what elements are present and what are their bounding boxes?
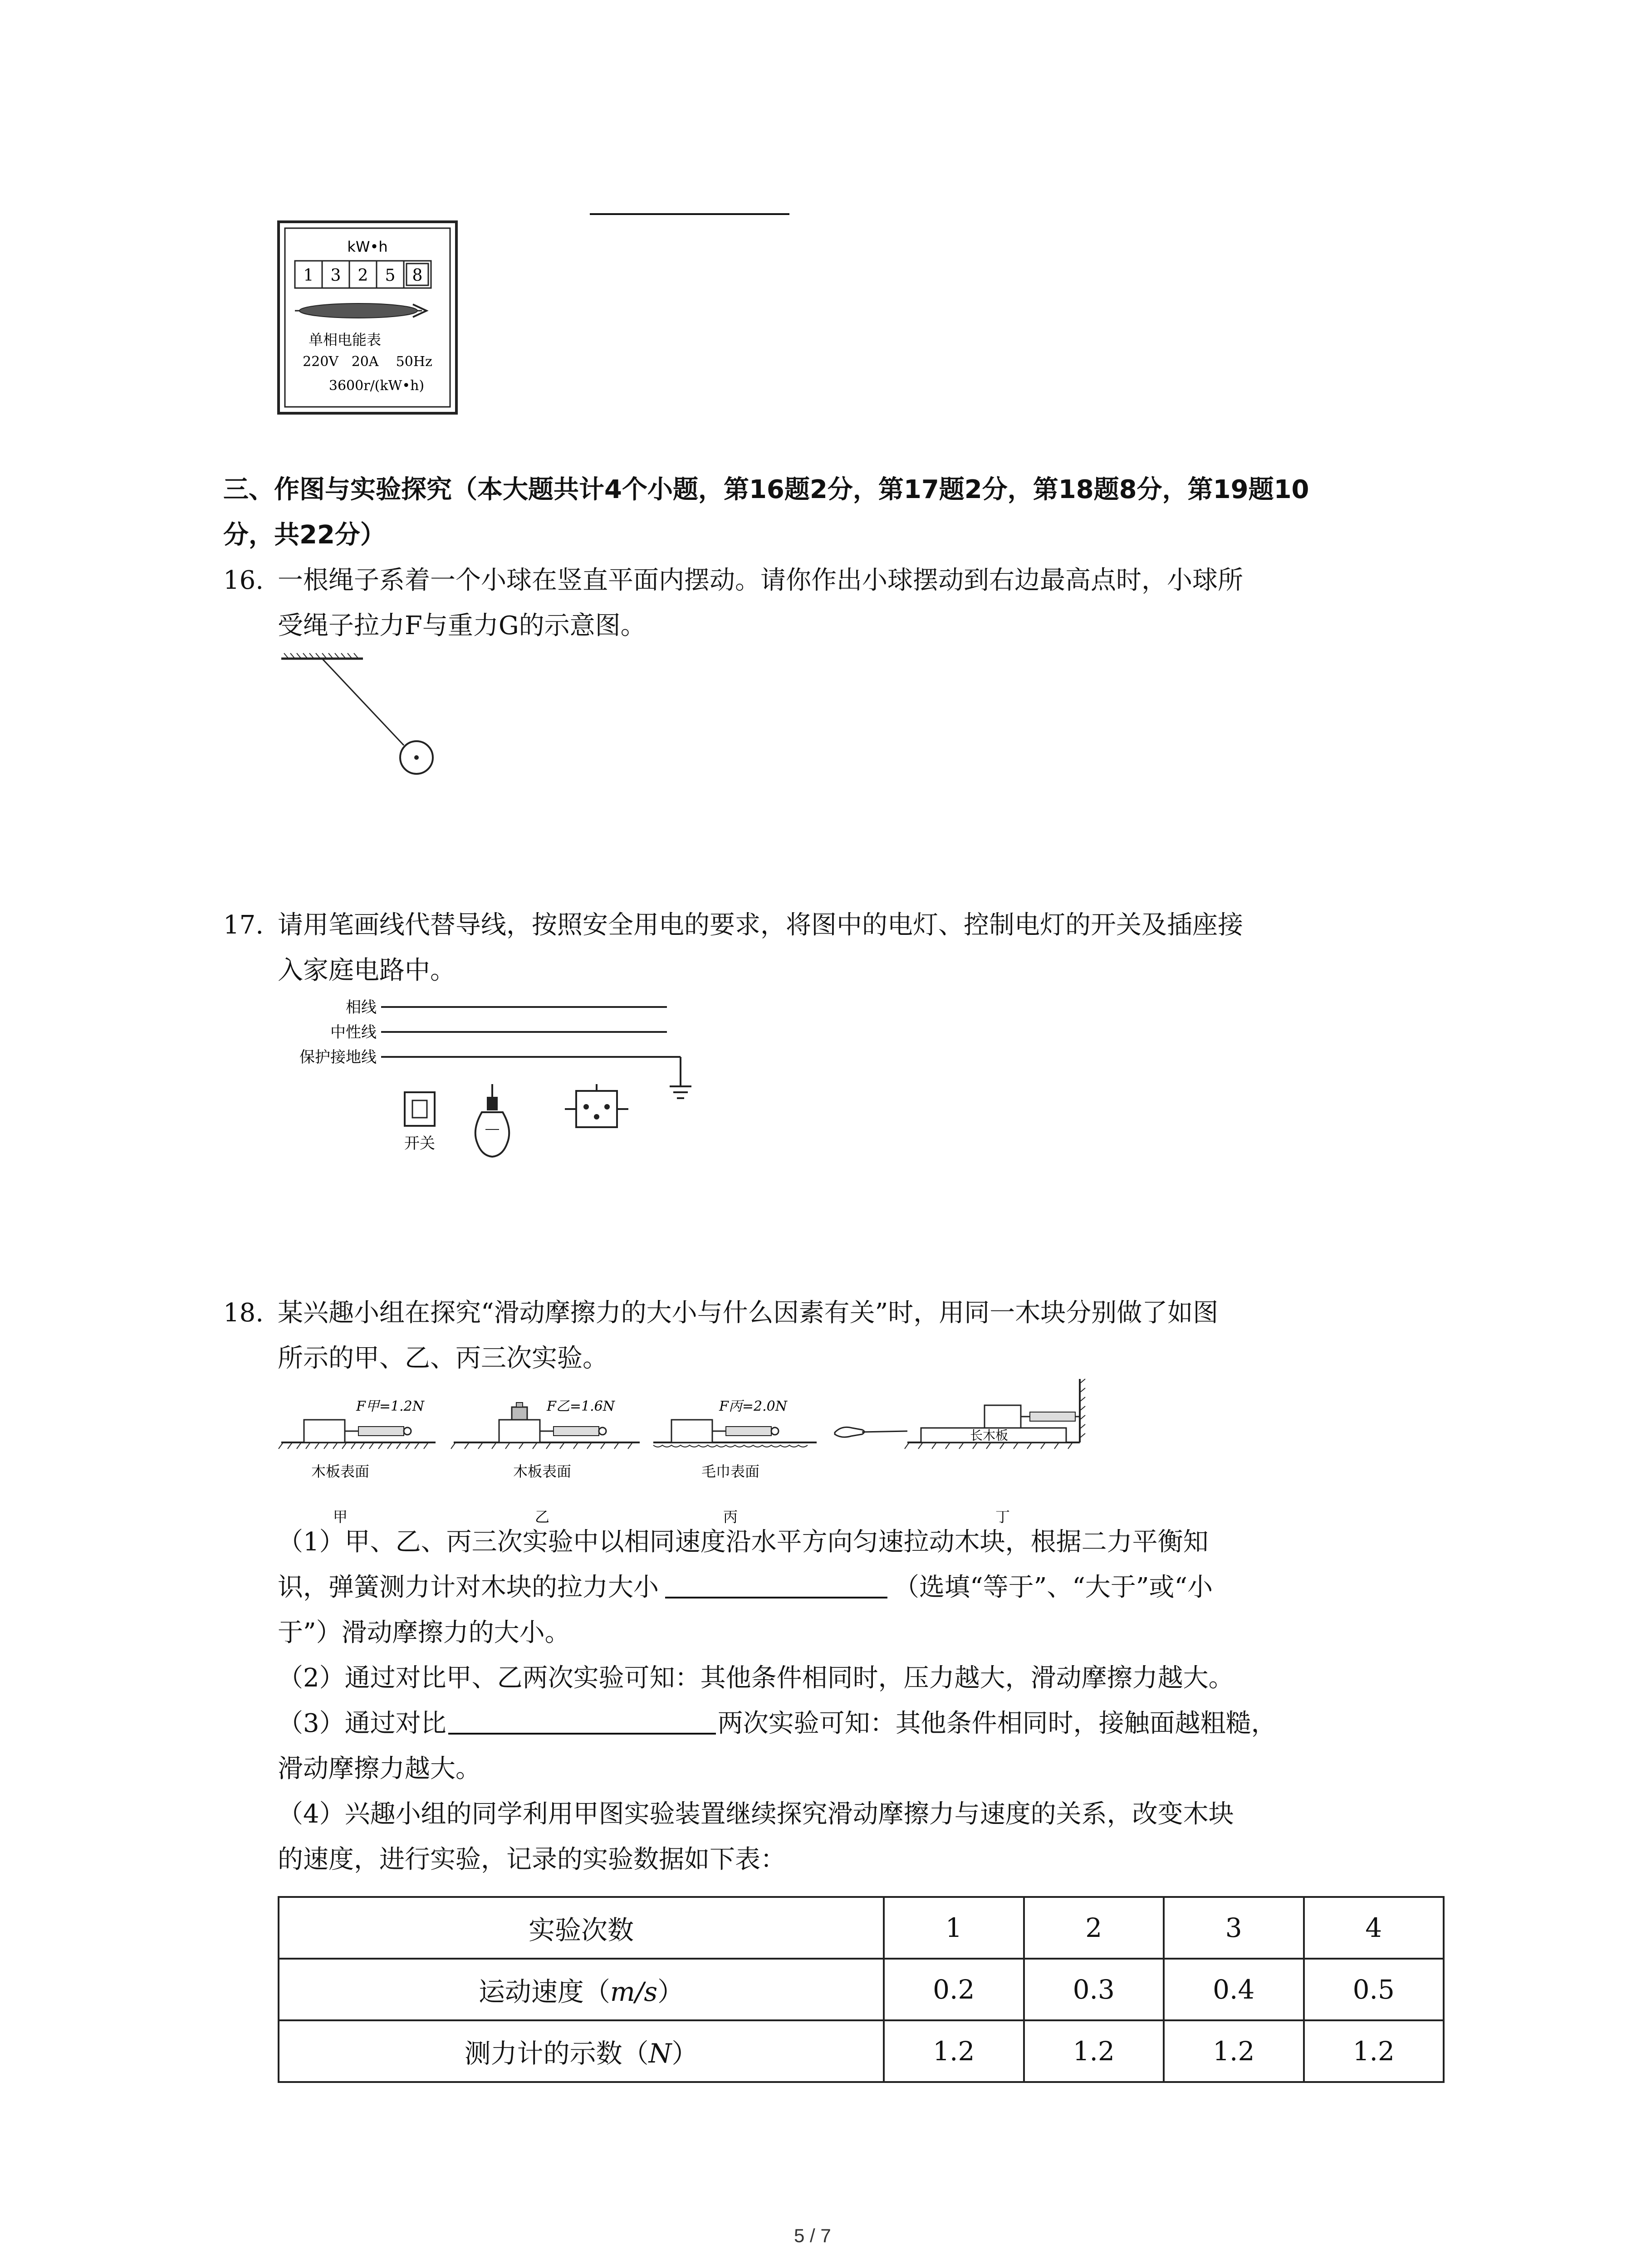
question-18-parts (278, 1520, 1277, 1882)
table-cell: 1.2 (1304, 2020, 1444, 2082)
meter-digits (295, 261, 431, 288)
part-3-line1: （3）通过对比 两次实验可知：其他条件相同时，接触面越粗糙， (278, 1701, 1277, 1746)
table-cell: 1.2 (1164, 2020, 1304, 2082)
table-header-cell: 1 (884, 1897, 1024, 1959)
friction-experiments-figure (272, 1374, 1089, 1538)
answer-blank-1[interactable] (665, 1571, 887, 1598)
meter-digit: 3 (330, 266, 341, 285)
question-16 (223, 558, 264, 603)
meter-unit: kW•h (347, 238, 388, 255)
table-row-label: 运动速度（m/s） (279, 1959, 884, 2020)
board-label: 长木板 (970, 1428, 1009, 1443)
part-3-line2: 滑动摩擦力越大。 (278, 1754, 481, 1784)
table-header-cell: 4 (1304, 1897, 1444, 1959)
part-1-line3: 于”）滑动摩擦力的大小。 (278, 1618, 570, 1647)
table-header-cell: 3 (1164, 1897, 1304, 1959)
part-1-line1: （1）甲、乙、丙三次实验中以相同速度沿水平方向匀速拉动木块，根据二力平衡知 (278, 1527, 1209, 1557)
table-cell: 1.2 (1024, 2020, 1164, 2082)
surface-label: 木板表面 (311, 1463, 370, 1480)
meter-digit: 1 (303, 266, 314, 285)
experiment-ding (835, 1379, 1085, 1525)
switch-label: 开关 (404, 1134, 435, 1153)
table-row (279, 2020, 1444, 2082)
weight-icon (512, 1407, 527, 1420)
switch-icon[interactable] (405, 1092, 435, 1126)
table-cell: 0.4 (1164, 1959, 1304, 2020)
earth-ground-icon (670, 1057, 691, 1098)
question-number: 18. (223, 1298, 264, 1328)
table-cell: 0.5 (1304, 1959, 1444, 2020)
part-1-line2: 识，弹簧测力计对木块的拉力大小 （选填“等于”、“大于”或“小 (278, 1565, 1277, 1610)
question-18 (223, 1290, 264, 1336)
experiment-name: 甲 (333, 1508, 348, 1525)
page-number: 5 / 7 (794, 2225, 831, 2246)
question-number: 16. (223, 566, 264, 595)
household-circuit-figure[interactable] (272, 993, 708, 1193)
experiment-bing (653, 1398, 817, 1525)
force-label: F乙=1.6N (547, 1398, 615, 1414)
electricity-meter-figure (277, 220, 458, 415)
pendulum-figure[interactable] (272, 649, 463, 785)
wire-label-ground: 保护接地线 (299, 1048, 377, 1066)
wire-label-live: 相线 (346, 998, 377, 1017)
table-header-cell: 实验次数 (279, 1897, 884, 1959)
meter-disc-icon (295, 303, 426, 318)
question-number: 17. (223, 910, 264, 940)
experiment-name: 乙 (534, 1508, 550, 1525)
hand-icon (835, 1427, 864, 1437)
force-label: F丙=2.0N (719, 1398, 787, 1414)
question-17 (223, 903, 264, 948)
experiment-yi (451, 1398, 640, 1525)
surface-label: 木板表面 (513, 1463, 572, 1480)
surface-label: 毛巾表面 (701, 1463, 760, 1480)
socket-icon[interactable] (565, 1084, 628, 1127)
part-4-line1: （4）兴趣小组的同学利用甲图实验装置继续探究滑动摩擦力与速度的关系，改变木块 (278, 1799, 1234, 1829)
light-bulb-icon[interactable] (475, 1084, 509, 1157)
part-4-line2: 的速度，进行实验，记录的实验数据如下表： (278, 1845, 786, 1874)
section-heading: 三、作图与实验探究（本大题共计4个小题，第16题2分，第17题2分，第18题8分，第19题10 分，共22分） (223, 475, 1309, 550)
table-row (279, 1897, 1444, 1959)
force-label: F甲=1.2N (356, 1398, 424, 1414)
question-16-text: 一根绳子系着一个小球在竖直平面内摆动。请你作出小球摆动到右边最高点时，小球所 受绳子拉力F与重力G的示意图。 (278, 566, 1243, 640)
experiment-name: 丁 (995, 1508, 1010, 1525)
experiment-jia (279, 1398, 436, 1525)
experiment-data-table (278, 1896, 1445, 2083)
part-2: （2）通过对比甲、乙两次实验可知：其他条件相同时，压力越大，滑动摩擦力越大。 (278, 1663, 1234, 1693)
table-cell: 0.3 (1024, 1959, 1164, 2020)
meter-digit: 8 (412, 266, 423, 285)
table-row-label: 测力计的示数（N） (279, 2020, 884, 2082)
experiment-name: 丙 (723, 1508, 738, 1525)
wire-label-neutral: 中性线 (330, 1023, 377, 1041)
answer-blank-top[interactable] (590, 213, 789, 215)
answer-blank-2[interactable] (448, 1707, 716, 1735)
question-17-text: 请用笔画线代替导线，按照安全用电的要求，将图中的电灯、控制电灯的开关及插座接 入家庭电路中。 (278, 910, 1243, 985)
table-header-cell: 2 (1024, 1897, 1164, 1959)
table-cell: 1.2 (884, 2020, 1024, 2082)
meter-digit: 5 (385, 266, 396, 285)
meter-specs: 220V 20A 50Hz (303, 354, 432, 370)
meter-constant: 3600r/(kW•h) (328, 378, 425, 394)
table-row (279, 1959, 1444, 2020)
rope (322, 659, 404, 745)
meter-name: 单相电能表 (308, 331, 382, 348)
question-18-text: 某兴趣小组在探究“滑动摩擦力的大小与什么因素有关”时，用同一木块分别做了如图 所示的甲、乙、丙三次实验。 (278, 1298, 1219, 1373)
meter-digit: 2 (358, 266, 368, 285)
table-cell: 0.2 (884, 1959, 1024, 2020)
